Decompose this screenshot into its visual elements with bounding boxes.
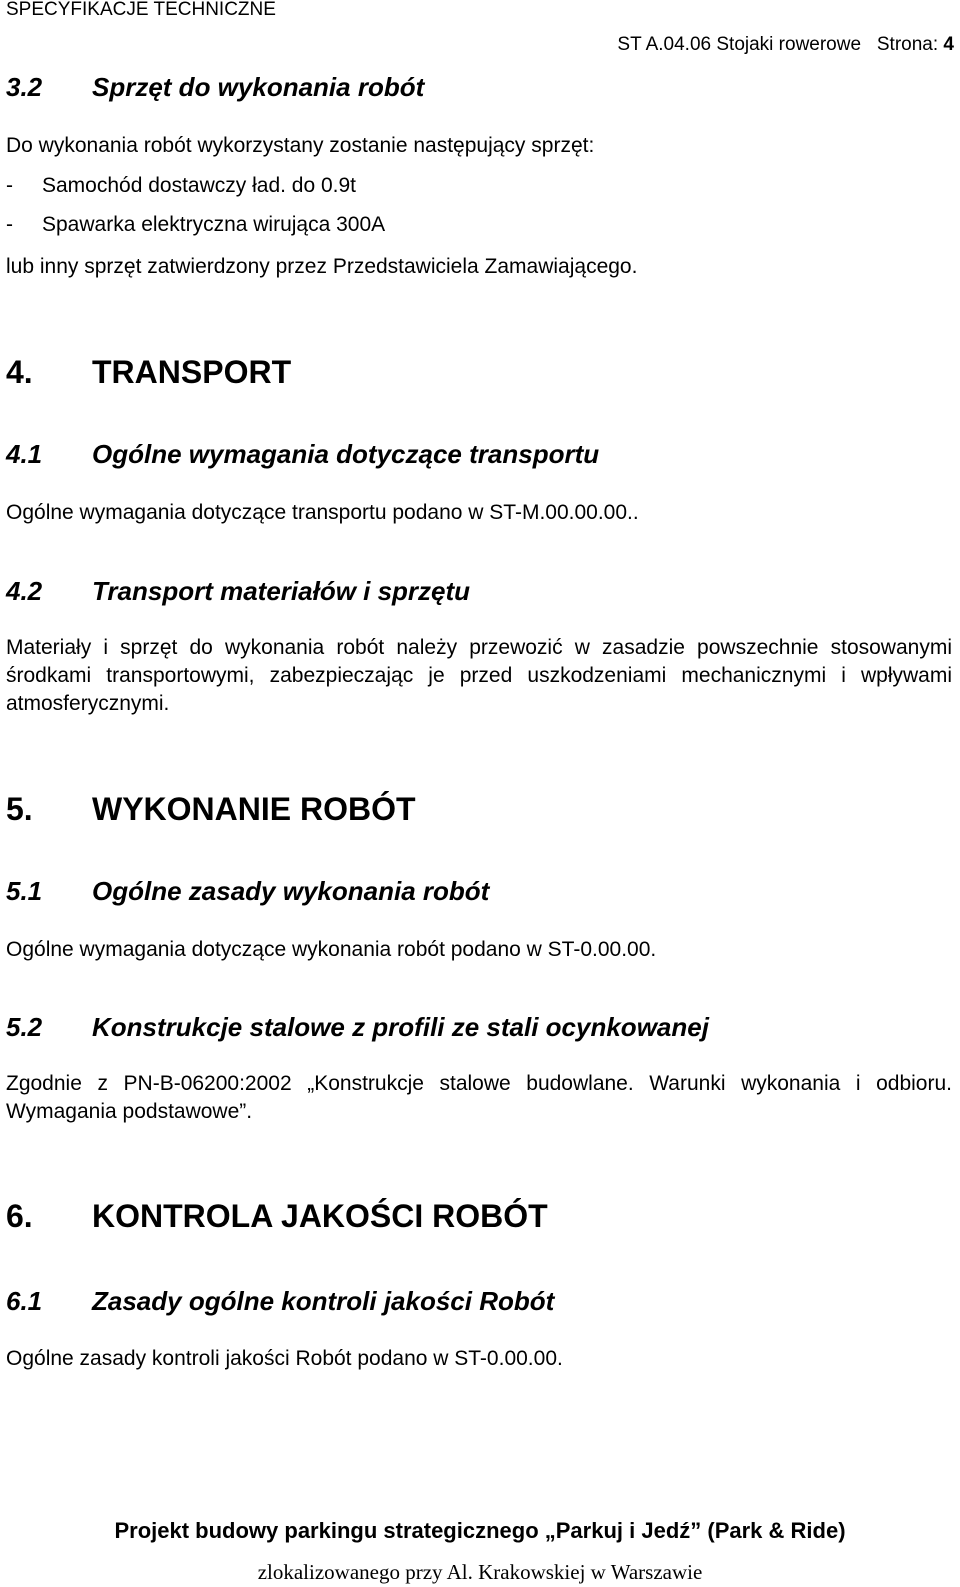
- list-bullet: -: [6, 174, 13, 197]
- chapter-4-heading: [6, 354, 291, 391]
- header-spec-reference: ST A.04.06 Stojaki rowerowe Strona:: [617, 34, 944, 55]
- section-4-2-paragraph: Materiały i sprzęt do wykonania robót należy przewozić w zasadzie powszechnie stosowanymi środkami transportowymi, zabezpieczając je przed uszkodzeniami mechanicznymi i wpływami atmosferycznymi.: [6, 636, 952, 715]
- section-6-1-heading: [6, 1286, 554, 1317]
- chapter-title: KONTROLA JAKOŚCI ROBÓT: [92, 1198, 548, 1234]
- section-title: Konstrukcje stalowe z profili ze stali ocynkowanej: [92, 1012, 709, 1042]
- section-3-2-heading: [6, 72, 424, 103]
- section-5-1-heading: [6, 876, 489, 907]
- section-3-2-intro: Do wykonania robót wykorzystany zostanie następujący sprzęt:: [6, 134, 595, 157]
- section-5-2-heading: [6, 1012, 709, 1043]
- equipment-list-item: [6, 175, 356, 196]
- section-number: 3.2: [6, 72, 43, 102]
- chapter-title: WYKONANIE ROBÓT: [92, 791, 416, 827]
- chapter-5-heading: [6, 791, 416, 828]
- section-number: 4.2: [6, 576, 43, 606]
- footer-project-title: Projekt budowy parkingu strategicznego „Parkuj i Jedź” (Park & Ride): [114, 1518, 846, 1543]
- chapter-number: 5.: [6, 791, 33, 827]
- footer-project-location: zlokalizowanego przy Al. Krakowskiej w Warszawie: [257, 1560, 703, 1584]
- chapter-number: 4.: [6, 354, 33, 390]
- chapter-6-heading: [6, 1198, 548, 1235]
- section-3-2-outro: lub inny sprzęt zatwierdzony przez Przedstawiciela Zamawiającego.: [6, 255, 638, 278]
- header-page-number: 4: [943, 34, 954, 55]
- section-number: 4.1: [6, 439, 43, 469]
- section-number: 5.1: [6, 876, 43, 906]
- section-5-2-paragraph: Zgodnie z PN-B-06200:2002 „Konstrukcje stalowe budowlane. Warunki wykonania i odbioru. Wymagania podstawowe”.: [6, 1072, 952, 1123]
- list-item-text: Spawarka elektryczna wirująca 300A: [42, 213, 386, 236]
- section-4-2-heading: [6, 576, 470, 607]
- section-number: 5.2: [6, 1012, 43, 1042]
- section-title: Zasady ogólne kontroli jakości Robót: [92, 1286, 555, 1316]
- section-title: Sprzęt do wykonania robót: [92, 72, 425, 102]
- section-4-1-heading: [6, 439, 599, 470]
- section-title: Transport materiałów i sprzętu: [92, 576, 471, 606]
- document-header-title: SPECYFIKACJE TECHNICZNE: [6, 0, 276, 20]
- chapter-title: TRANSPORT: [92, 354, 292, 390]
- section-number: 6.1: [6, 1286, 43, 1316]
- section-title: Ogólne wymagania dotyczące transportu: [92, 439, 600, 469]
- chapter-number: 6.: [6, 1198, 33, 1234]
- list-item-text: Samochód dostawczy ład. do 0.9t: [42, 174, 357, 197]
- section-4-1-text: Ogólne wymagania dotyczące transportu podano w ST-M.00.00.00..: [6, 501, 639, 524]
- equipment-list-item: [6, 214, 385, 235]
- section-title: Ogólne zasady wykonania robót: [92, 876, 490, 906]
- section-5-1-text: Ogólne wymagania dotyczące wykonania robót podano w ST-0.00.00.: [6, 938, 657, 961]
- document-header-reference: [617, 34, 954, 56]
- list-bullet: -: [6, 213, 13, 236]
- section-6-1-text: Ogólne zasady kontroli jakości Robót podano w ST-0.00.00.: [6, 1347, 563, 1370]
